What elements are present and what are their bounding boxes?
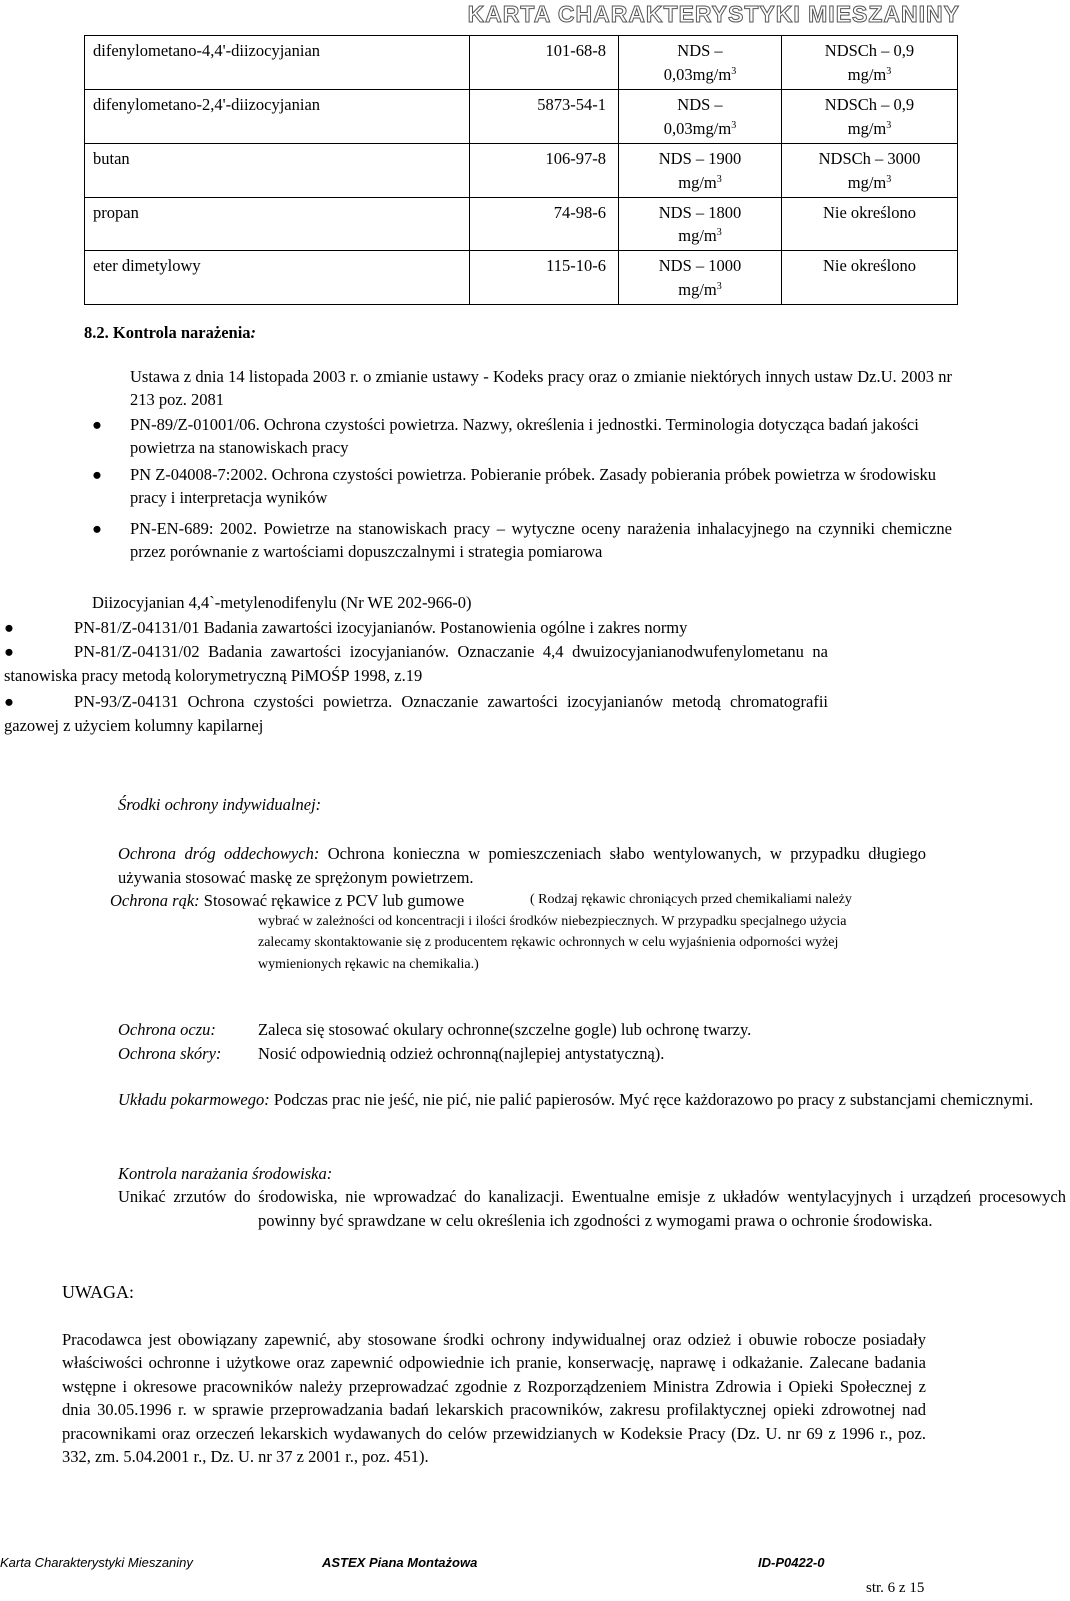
- footer-id: ID-P0422-0: [758, 1555, 825, 1570]
- nds-value: NDS – 1000 $mg/m^3$: [619, 251, 782, 305]
- nds-value: NDS – $0,03mg/m^3$: [619, 36, 782, 90]
- skin-text: Nosić odpowiednią odzież ochronną(najlepiej antystatyczną).: [258, 1044, 665, 1063]
- eyes-text: Zaleca się stosować okulary ochronne(szczelne gogle) lub ochronę twarzy.: [258, 1020, 752, 1039]
- ppe-heading: Środki ochrony indywidualnej:: [118, 795, 322, 814]
- list-item: ● PN-EN-689: 2002. Powietrze na stanowiskach pracy – wytyczne oceny narażenia inhalacyjnego na czynniki chemiczne przez porównanie z wartościami dopuszczalnymi i strategia pomiarowa: [92, 518, 952, 562]
- ndsch-value: NDSCh – 0,9 $mg/m^3$: [782, 89, 958, 143]
- cas-number: 5873-54-1: [470, 89, 619, 143]
- note-text: Pracodawca jest obowiązany zapewnić, aby stosowane środki ochrony indywidualnej oraz odzież i obuwie robocze posiadały właściwości ochronne i użytkowe oraz zapewnić odpowiednie ich pranie, konserwację, naprawę i odkażanie. Zalecane badania wstępne i okresowe pracowników należy przeprowadzać zgodnie z Rozporządzeniem Ministra Zdrowia i Opieki Społecznej z dnia 30.05.1996 r. w sprawie przeprowadzania badań lekarskich pracowników, zakresu profilaktycznej opieki zdrowotnej nad pracownikami oraz orzeczeń lekarskich wydawanych do celów przewidzianych w Kodeksie Pracy (Dz. U. nr 69 z 1996 r., poz. 332, zm. 5.04.2001 r., Dz. U. nr 37 z 2001 r., poz. 451).: [62, 1330, 926, 1467]
- table-row: [85, 197, 958, 251]
- bullet-icon: ●: [92, 415, 102, 434]
- bullet-icon: ●: [92, 464, 102, 484]
- substance-name: butan: [85, 143, 470, 197]
- digestive-label: Układu pokarmowego:: [118, 1090, 270, 1109]
- cas-number: 106-97-8: [470, 143, 619, 197]
- footer-doc-name: Karta Charakterystyki Mieszaniny: [0, 1555, 193, 1570]
- ndsch-value: NDSCh – 0,9 $mg/m^3$: [782, 36, 958, 90]
- law-reference: Ustawa z dnia 14 listopada 2003 r. o zmianie ustawy - Kodeks pracy oraz o zmianie niektórych innych ustaw Dz.U. 2003 nr 213 poz. 2081: [130, 367, 952, 410]
- nds-value: NDS – 1900 $mg/m^3$: [619, 143, 782, 197]
- substance-name: eter dimetylowy: [85, 251, 470, 305]
- list-item: ● PN-93/Z-04131 Ochrona czystości powietrza. Oznaczanie zawartości izocyjanianów metodą chromatografii gazowej z użyciem kolumny kapilarnej: [4, 691, 828, 735]
- substance-name: propan: [85, 197, 470, 251]
- section-title: Kontrola narażenia: [112, 323, 251, 342]
- respiratory-label: Ochrona dróg oddechowych:: [118, 844, 320, 863]
- list-item: ● PN Z-04008-7:2002. Ochrona czystości powietrza. Pobieranie próbek. Zasady pobierania próbek powietrza w środowisku pracy i interpretacja wyników: [92, 464, 936, 508]
- ndsch-value: Nie określono: [782, 251, 958, 305]
- table-row: [85, 89, 958, 143]
- list-item: ● PN-81/Z-04131/01 Badania zawartości izocyjanianów. Postanowienia ogólne i zakres normy: [4, 616, 828, 640]
- ppe-respiratory: [118, 842, 926, 890]
- respiratory-text: Ochrona konieczna w pomieszczeniach słabo wentylowanych, w przypadku długiego używania stosować maskę ze sprężonym powietrzem.: [118, 844, 926, 887]
- table-row: [85, 251, 958, 305]
- ndsch-value: NDSCh – 3000 $mg/m^3$: [782, 143, 958, 197]
- exposure-limits-table: [84, 35, 958, 305]
- page-footer: [0, 1552, 960, 1600]
- cas-number: 74-98-6: [470, 197, 619, 251]
- footer-page-number: str. 6 z 15: [866, 1580, 925, 1596]
- nds-value: NDS – 1800 $mg/m^3$: [619, 197, 782, 251]
- substance-name: difenylometano-4,4'-diizocyjanian: [85, 36, 470, 90]
- bullet-icon: ●: [92, 518, 102, 538]
- section-number: 8.2.: [84, 323, 109, 342]
- nds-value: NDS – $0,03mg/m^3$: [619, 89, 782, 143]
- table-row: [85, 143, 958, 197]
- hands-text: Stosować rękawice z PCV lub gumowe: [203, 891, 465, 910]
- cas-number: 115-10-6: [470, 251, 619, 305]
- table-row: [85, 36, 958, 90]
- ppe-skin: [118, 1042, 948, 1065]
- env-heading: Kontrola narażania środowiska:: [118, 1164, 333, 1183]
- ndsch-value: Nie określono: [782, 197, 958, 251]
- list-item: ● PN-89/Z-01001/06. Ochrona czystości powietrza. Nazwy, określenia i jednostki. Terminologia dotycząca badań jakości powietrza na stanowiskach pracy: [92, 415, 919, 458]
- section-heading-8-2: 8.2. Kontrola narażenia:: [84, 323, 257, 342]
- cas-number: 101-68-8: [470, 36, 619, 90]
- footer-product: ASTEX Piana Montażowa: [322, 1555, 478, 1570]
- mdi-heading: Diizocyjanian 4,4`-metylenodifenylu (Nr WE 202-966-0): [92, 593, 472, 612]
- hands-note: ( Rodzaj rękawic chroniących przed chemikaliami należy wybrać w zależności od koncentracji i ilości środków niebezpiecznych. W przypadku specjalnego użycia zalecamy skontaktowanie się z producentem rękawic ochronnych w celu wyjaśnienia odporności wyżej wymienionych rękawic na chemikalia.): [258, 892, 852, 973]
- list-item: ● PN-81/Z-04131/02 Badania zawartości izocyjanianów. Oznaczanie 4,4 dwuizocyjanianodwufenylometanu na stanowiska pracy metodą kolorymetryczną PiMOŚP 1998, z.19: [4, 641, 828, 685]
- note-label: UWAGA:: [62, 1282, 134, 1302]
- substance-name: difenylometano-2,4'-diizocyjanian: [85, 89, 470, 143]
- skin-label: Ochrona skóry:: [118, 1044, 222, 1063]
- bullet-icon: ●: [4, 641, 14, 661]
- ppe-eyes: [118, 1018, 948, 1041]
- env-text: Unikać zrzutów do środowiska, nie wprowadzać do kanalizacji. Ewentualne emisje z układów wentylacyjnych i urządzeń procesowych powinny być sprawdzane w celu określenia ich zgodności z wymogami prawa o ochronie środowiska.: [118, 1187, 1066, 1230]
- bullet-icon: ●: [4, 691, 14, 711]
- bullet-icon: ●: [4, 618, 14, 637]
- mdi-standards-list: [4, 616, 828, 738]
- standards-list: [86, 413, 952, 564]
- eyes-label: Ochrona oczu:: [118, 1020, 216, 1039]
- digestive-text: Podczas prac nie jeść, nie pić, nie palić papierosów. Myć ręce każdorazowo po pracy z substancjami chemicznymi.: [273, 1090, 1034, 1109]
- hands-label: Ochrona rąk:: [110, 891, 200, 910]
- document-header-title: KARTA CHARAKTERYSTYKI MIESZANINY: [467, 1, 960, 27]
- ppe-digestive: [118, 1088, 1070, 1112]
